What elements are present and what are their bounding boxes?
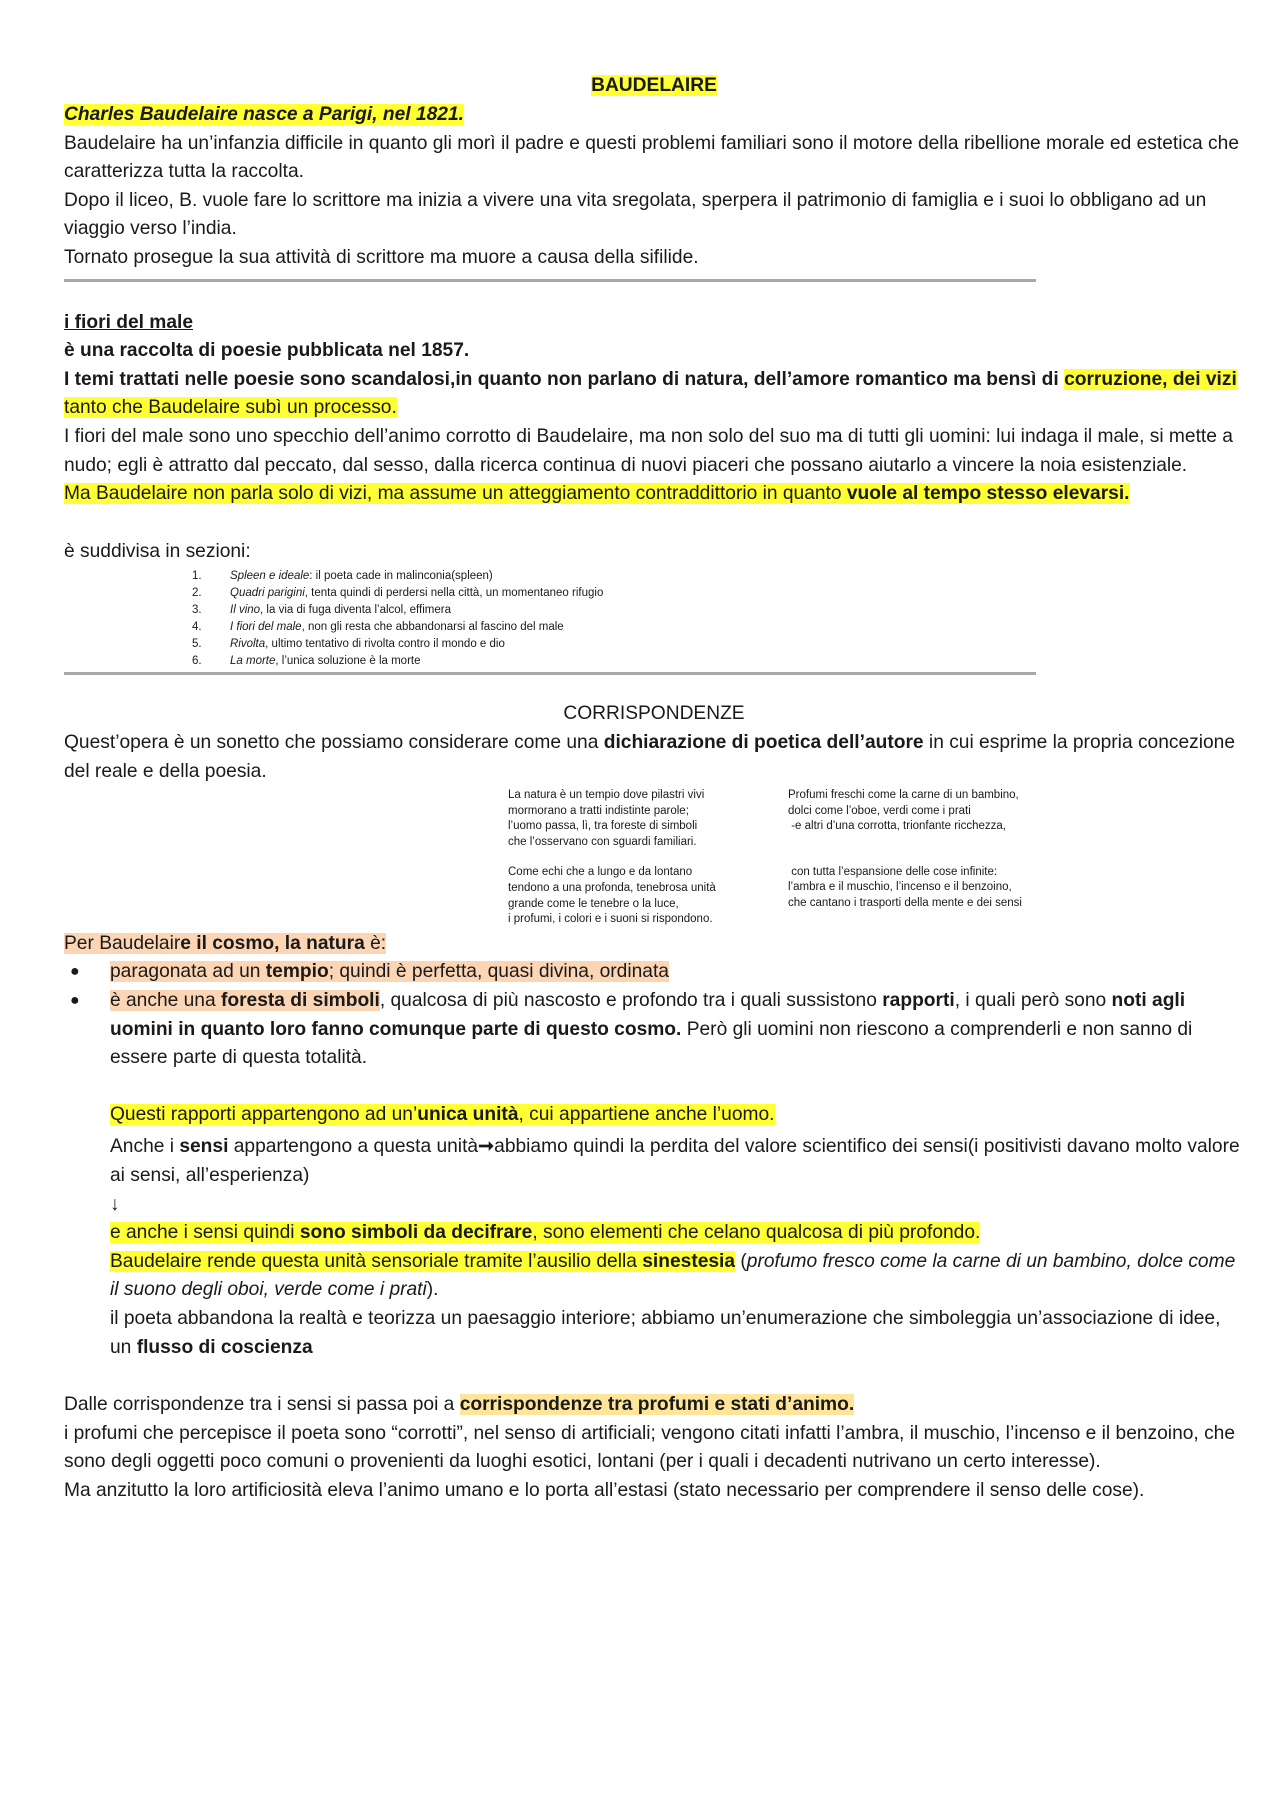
list-item: 5. Rivolta, ultimo tentativo di rivolta contro il mondo e dio (192, 638, 505, 651)
poem-column-left (508, 788, 788, 928)
intro-paragraph-2: Dopo il liceo, B. vuole fare lo scrittore ma inizia a vivere una vita sregolata, sperpera il patrimonio di famiglia e i suoi lo obbligano ad un viaggio verso l’india. (64, 189, 1207, 240)
cosmo-line: Per Baudelaire il cosmo, la natura è: (64, 932, 387, 954)
list-item: 4. I fiori del male, non gli resta che abbandonarsi al fascino del male (192, 621, 564, 634)
list-item: ● è anche una foresta di simboli, qualcosa di più nascosto e profondo tra i quali sussistono rapporti, i quali però sono noti agli uomini in quanto loro fanno comunque parte di questo cosmo. Però gli uomini non riescono a comprenderli e non sanno di essere parte di questa totalità. (64, 987, 1244, 1073)
poem-stanza: con tutta l’espansione delle cose infinite: l’ambra e il muschio, l’incenso e il benzoino, che cantano i trasporti della mente e dei sensi (788, 865, 1022, 910)
arrow-down-icon: ↓ (110, 1193, 120, 1215)
page-title: BAUDELAIRE (591, 75, 717, 96)
list-item: 6. La morte, l’unica soluzione è la morte (192, 655, 421, 668)
poem-stanza: Come echi che a lungo e da lontano tendono a una profonda, tenebrosa unità grande come le tenebre o la luce, i profumi, i colori e i suoni si rispondono. (508, 866, 716, 926)
sections-intro: è suddivisa in sezioni: (64, 540, 251, 562)
intro-paragraph-1: Baudelaire ha un’infanzia difficile in quanto gli morì il padre e questi problemi familiari sono il motore della ribellione morale ed estetica che caratterizza tutta la raccolta. (64, 132, 1239, 183)
sensi-line: Anche i sensi appartengono a questa unità➞abbiamo quindi la perdita del valore scientifico dei sensi(i positivisti davano molto valore ai sensi, all’esperienza) (110, 1136, 1240, 1186)
list-item: 3. Il vino, la via di fuga diventa l’alcol, effimera (192, 604, 451, 617)
fiori-themes: I temi trattati nelle poesie sono scandalosi,in quanto non parlano di natura, dell’amore romantico ma bensì di corruzione, dei vizi tanto che Baudelaire subì un processo. (64, 368, 1237, 419)
corr-intro: Quest’opera è un sonetto che possiamo considerare come una dichiarazione di poetica dell’autore in cui esprime la propria concezione del reale e della poesia. (64, 731, 1236, 782)
list-item: 1. Spleen e ideale: il poeta cade in malinconia(spleen) (192, 570, 493, 583)
simboli-line: e anche i sensi quindi sono simboli da decifrare, sono elementi che celano qualcosa di più profondo. (110, 1222, 981, 1244)
unita-line: Questi rapporti appartengono ad un’unica unità, cui appartiene anche l’uomo. (110, 1103, 775, 1125)
document-page (64, 72, 1244, 1506)
list-item: 2. Quadri parigini, tenta quindi di perdersi nella città, un momentaneo rifugio (192, 587, 604, 600)
section-heading-corrispondenze: CORRISPONDENZE (563, 703, 745, 725)
birth-line: Charles Baudelaire nasce a Parigi, nel 1821. (64, 104, 464, 125)
estasi-paragraph: Ma anzitutto la loro artificiosità eleva l’animo umano e lo porta all’estasi (stato necessario per comprendere il senso delle cose). (64, 1479, 1145, 1501)
cosmo-details (64, 1101, 1244, 1362)
fiori-publication: è una raccolta di poesie pubblicata nel 1857. (64, 340, 470, 362)
section-heading-fiori: i fiori del male (64, 311, 194, 333)
intro-paragraph-3: Tornato prosegue la sua attività di scrittore ma muore a causa della sifilide. (64, 246, 699, 268)
fiori-paragraph: I fiori del male sono uno specchio dell’animo corrotto di Baudelaire, ma non solo del suo ma di tutti gli uomini: lui indaga il male, si mette a nudo; egli è attratto dal peccato, dal sesso, dalla ricerca continua di nuovi piaceri che possano aiutarlo a vincere la noia esistenziale. (64, 425, 1233, 476)
profumi-paragraph: i profumi che percepisce il poeta sono “corrotti”, nel senso di artificiali; vengono citati infatti l’ambra, il muschio, l’incenso e il benzoino, che sono degli oggetti poco comuni o provenienti da luoghi esotici, lontani (per i quali i decadenti nutrivano un certo interesse). (64, 1422, 1236, 1473)
arrow-right-icon: ➞ (478, 1136, 495, 1158)
list-item: ● paragonata ad un tempio; quindi è perfetta, quasi divina, ordinata (64, 958, 1244, 987)
fiori-contradiction: Ma Baudelaire non parla solo di vizi, ma assume un atteggiamento contraddittorio in quanto vuole al tempo stesso elevarsi. (64, 483, 1130, 505)
poem-stanza: Profumi freschi come la carne di un bambino, dolci come l’oboe, verdi come i prati -e altri d’una corrotta, trionfante ricchezza, (788, 789, 1019, 833)
cosmo-bullets (64, 958, 1244, 1072)
profumi-line: Dalle corrispondenze tra i sensi si passa poi a corrispondenze tra profumi e stati d’animo. (64, 1394, 855, 1416)
bullet-icon: ● (70, 992, 80, 1010)
poeta-line: il poeta abbandona la realtà e teorizza un paesaggio interiore; abbiamo un’enumerazione che simboleggia un’associazione di idee, un flusso di coscienza (110, 1307, 1221, 1358)
poem-column-right (788, 788, 1068, 928)
bullet-icon: ● (70, 963, 80, 981)
sinestesia-line: Baudelaire rende questa unità sensoriale tramite l’ausilio della sinestesia (profumo fresco come la carne di un bambino, dolce come il suono degli oboi, verde come i prati). (110, 1250, 1236, 1301)
sections-list (192, 568, 1244, 670)
poem-stanza: La natura è un tempio dove pilastri vivi mormorano a tratti indistinte parole; l’uomo passa, lì, tra foreste di simboli che l’osservano con sguardi familiari. (508, 789, 705, 848)
poem-excerpt (508, 788, 1244, 928)
